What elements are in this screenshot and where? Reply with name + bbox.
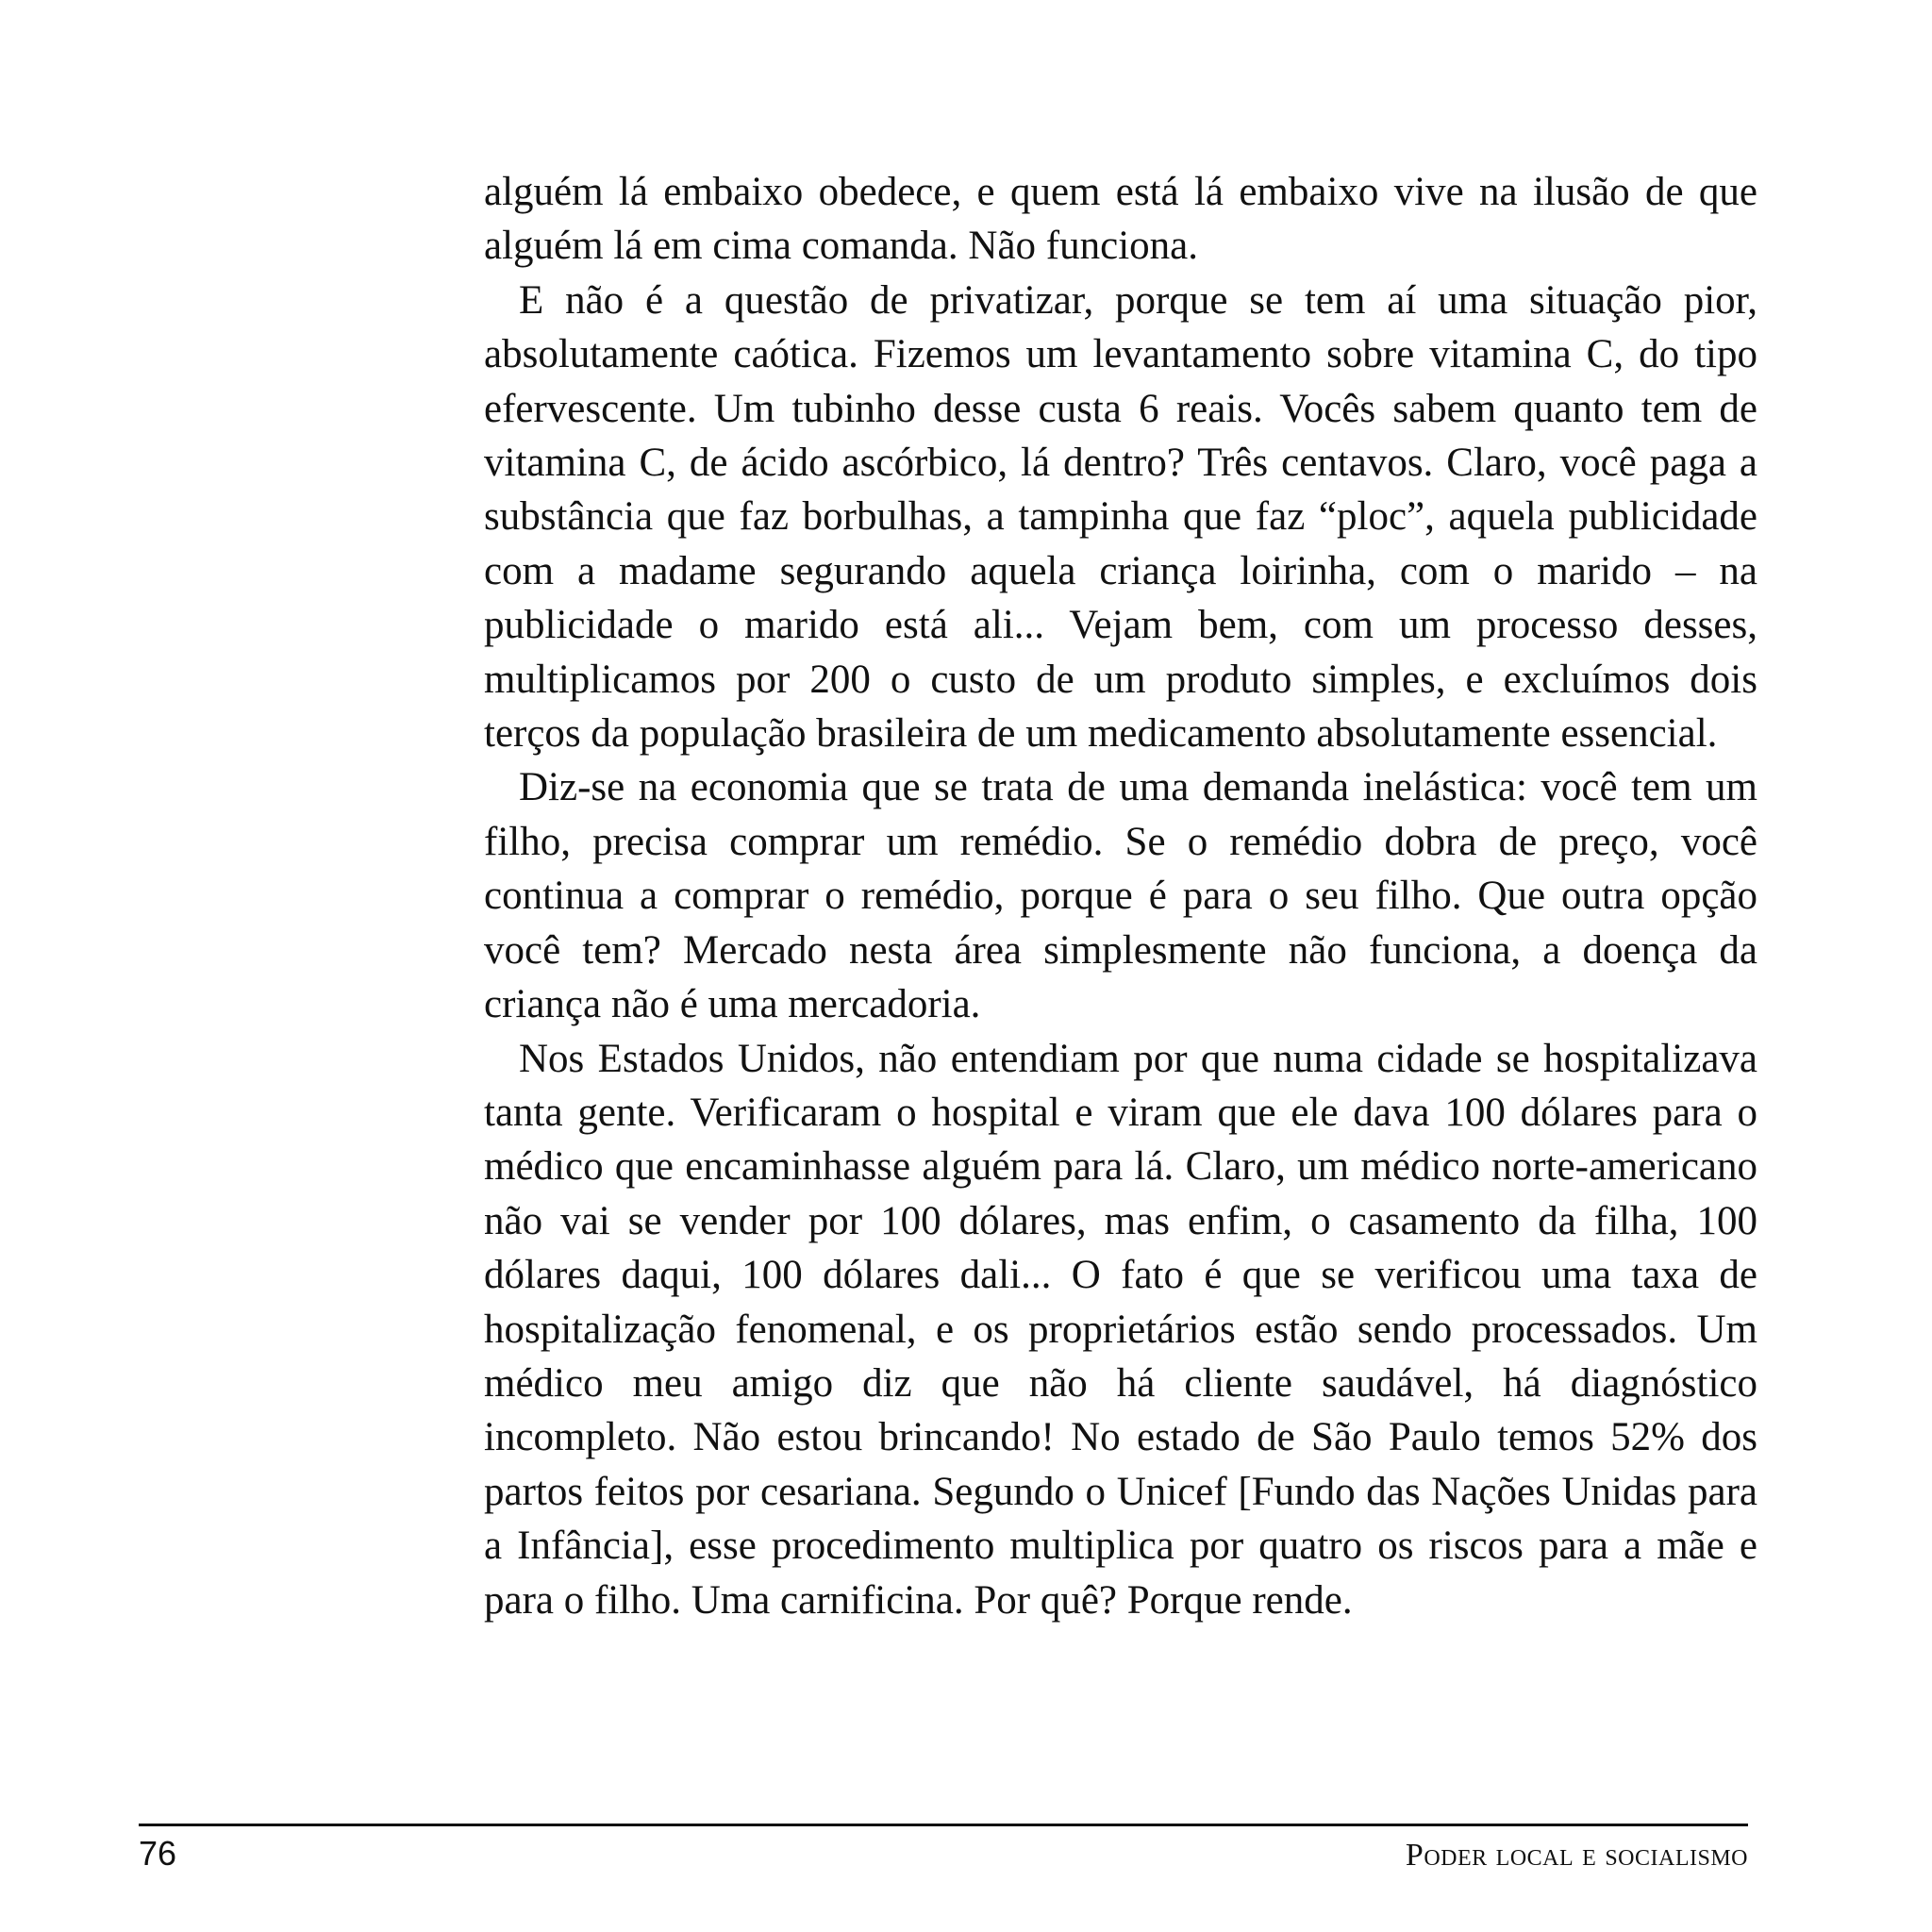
paragraph-continuation: alguém lá embaixo obedece, e quem está lá embaixo vive na ilusão de que alguém lá em cima comanda. Não funciona. (484, 170, 1757, 269)
body-text (484, 165, 1757, 1627)
paragraph-inelastic-demand: Diz-se na economia que se trata de uma demanda inelástica: você tem um filho, precisa comprar um remédio. Se o remédio dobra de preço, você continua a comprar o remédio, porque é para o seu filho. Que outra opção você tem? Mercado nesta área simplesmente não funciona, a doença da criança não é uma mercadoria. (484, 765, 1757, 1027)
footer-rule (139, 1824, 1748, 1826)
paragraph-vitamin-c: E não é a questão de privatizar, porque se tem aí uma situação pior, absolutamente caótica. Fizemos um levantamento sobre vitamina C, do tipo efervescente. Um tubinho desse custa 6 reais. Vocês sabem quanto tem de vitamina C, de ácido ascórbico, lá dentro? Três centavos. Claro, você paga a substância que faz borbulhas, a tampinha que faz “ploc”, aquela publicidade com a madame segurando aquela criança loirinha, com o marido – na publicidade o marido está ali... Vejam bem, com um processo desses, multiplicamos por 200 o custo de um produto simples, e excluímos dois terços da população brasileira de um medicamento absolutamente essencial. (484, 277, 1757, 757)
page-number: 76 (139, 1834, 177, 1873)
running-head: Poder local e socialismo (1405, 1838, 1748, 1873)
paragraph-united-states: Nos Estados Unidos, não entendiam por que numa cidade se hospitalizava tanta gente. Verificaram o hospital e viram que ele dava 100 dólares para o médico que encaminhasse alguém para lá. Claro, um médico norte-americano não vai se vender por 100 dólares, mas enfim, o casamento da filha, 100 dólares daqui, 100 dólares dali... O fato é que se verificou uma taxa de hospitalização fenomenal, e os proprietários estão sendo processados. Um médico meu amigo diz que não há cliente saudável, há diagnóstico incompleto. Não estou brincando! No estado de São Paulo temos 52% dos partos feitos por cesariana. Segundo o Unicef [Fundo das Nações Unidas para a Infância], esse procedimento multiplica por quatro os riscos para a mãe e para o filho. Uma carnificina. Por quê? Porque rende. (484, 1036, 1757, 1623)
